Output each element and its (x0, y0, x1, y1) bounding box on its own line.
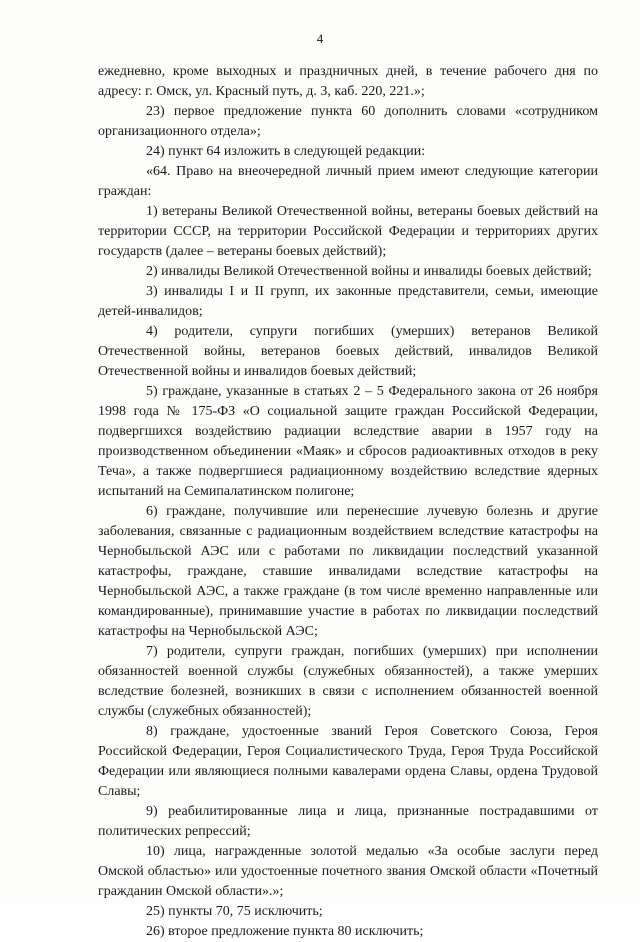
page-number: 4 (316, 31, 324, 46)
document-body (98, 62, 598, 942)
paragraph-item-24: 24) пункт 64 изложить в следующей редакции: (146, 144, 426, 159)
list-item-7: 7) родители, супруги граждан, погибших (умерших) при исполнении обязанностей военной службы (служебных обязанностей), а также умерших вследствие болезней, возникших в связи с исполнением обязанностей военной службы (служебных обязанностей); (98, 644, 598, 719)
list-item-9: 9) реабилитированные лица и лица, признанные пострадавшими от политических репрессий; (98, 804, 598, 839)
list-item-1: 1) ветераны Великой Отечественной войны, ветераны боевых действий на территории СССР, на территории Российской Федерации и территориях других государств (далее – ветераны боевых действий); (98, 204, 598, 259)
list-item-5: 5) граждане, указанные в статьях 2 – 5 Федерального закона от 26 ноября 1998 года № 175-ФЗ «О социальной защите граждан Российской Федерации, подвергшихся воздействию радиации вследствие аварии в 1957 году на производственном объединении «Маяк» и сбросов радиоактивных отходов в реку Теча», а также подвергшиеся радиационному воздействию вследствие ядерных испытаний на Семипалатинском полигоне; (98, 384, 598, 499)
paragraph-item-23: 23) первое предложение пункта 60 дополнить словами «сотрудником организационного отдела»; (98, 104, 598, 139)
list-item-10: 10) лица, награжденные золотой медалью «За особые заслуги перед Омской областью» или удостоенные почетного звания Омской области «Почетный гражданин Омской области».»; (98, 844, 598, 899)
paragraph-item-26: 26) второе предложение пункта 80 исключить; (146, 924, 424, 939)
list-item-4: 4) родители, супруги погибших (умерших) ветеранов Великой Отечественной войны, ветеранов боевых действий, инвалидов Великой Отечественной войны и инвалидов боевых действий; (98, 324, 598, 379)
list-item-3: 3) инвалиды I и II групп, их законные представители, семьи, имеющие детей-инвалидов; (98, 284, 598, 319)
list-item-2: 2) инвалиды Великой Отечественной войны и инвалиды боевых действий; (146, 264, 592, 279)
paragraph-item-25: 25) пункты 70, 75 исключить; (146, 904, 323, 919)
list-item-8: 8) граждане, удостоенные званий Героя Советского Союза, Героя Российской Федерации, Героя Социалистического Труда, Героя Труда Российской Федерации или являющиеся полными кавалерами ордена Славы, ордена Трудовой Славы; (98, 724, 598, 799)
paragraph-continuation: ежедневно, кроме выходных и праздничных дней, в течение рабочего дня по адресу: г. Омск, ул. Красный путь, д. 3, каб. 220, 221.»; (98, 64, 598, 99)
paragraph-clause-64: «64. Право на внеочередной личный прием имеют следующие категории граждан: (98, 164, 598, 199)
list-item-6: 6) граждане, получившие или перенесшие лучевую болезнь и другие заболевания, связанные с радиационным воздействием вследствие катастрофы на Чернобыльской АЭС или с работами по ликвидации последствий указанной катастрофы, граждане, ставшие инвалидами вследствие катастрофы на Чернобыльской АЭС, а также граждане (в том числе временно направленные или командированные), принимавшие участие в работах по ликвидации последствий катастрофы на Чернобыльской АЭС; (98, 504, 598, 639)
